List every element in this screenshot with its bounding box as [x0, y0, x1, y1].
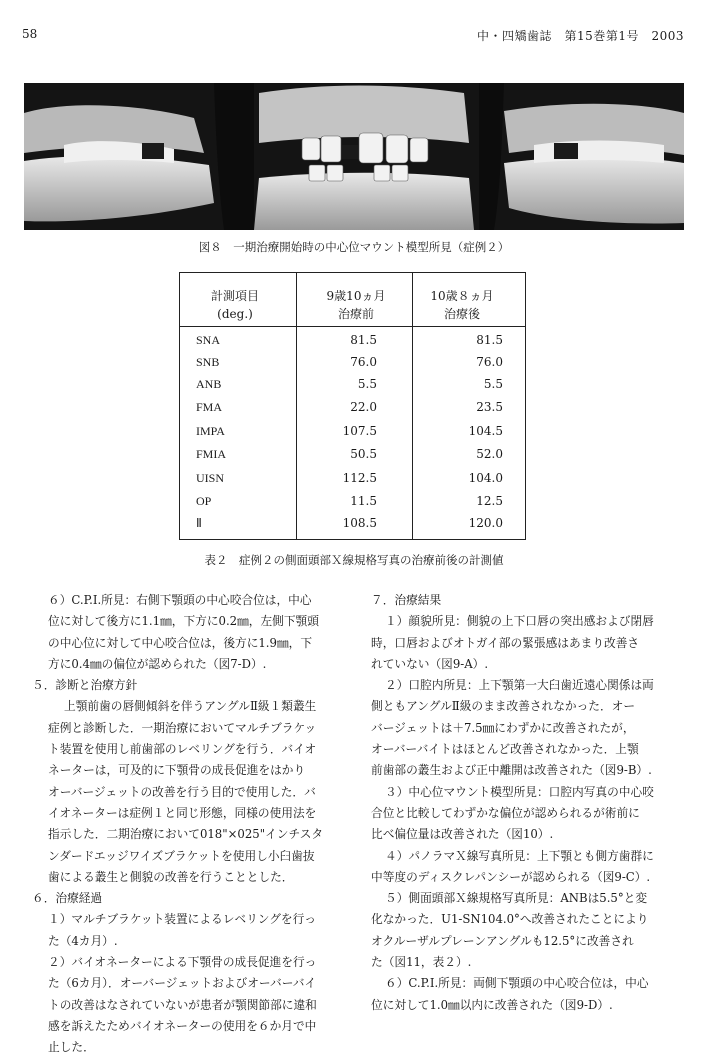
text-line: 感を訴えたためバイオネーターの使用を６か月で中	[48, 1018, 317, 1033]
text-line: 止した．	[48, 1040, 95, 1055]
journal-header: 中・四矯歯誌 第15巻第1号 2003	[477, 29, 684, 43]
text-line: ４）パノラマＸ線写真所見：上下顎とも側方歯群に	[385, 848, 654, 863]
left-text-column	[32, 590, 344, 1059]
table-row: IMPA 107.5 104.5	[196, 424, 503, 438]
table-row: Ⅱ 108.5 120.0	[196, 516, 503, 530]
table-row: ANB 5.5 5.5	[196, 377, 503, 391]
text-line: オーバージェットの改善を行う目的で使用した．バ	[48, 784, 316, 799]
text-line: の中心位に対して中心咬合位は，後方に1.9㎜，下	[48, 635, 313, 650]
text-line: トの改善はなされていないが患者が顎関節部に違和	[48, 997, 317, 1012]
text-line: オーバーバイトはほとんど改善されなかった．上顎	[371, 742, 639, 757]
text-line: れていない（図9-A）.	[371, 656, 489, 671]
text-line: 中等度のディスクレパンシーが認められる（図9-C）.	[371, 869, 651, 884]
text-line: バージェットは＋7.5㎜にわずかに改善されたが，	[371, 720, 635, 735]
text-line: 化なかった．U1-SN104.0°へ改善されたことにより	[371, 912, 649, 927]
text-line: 合位と比較してわずかな偏位が認められるが術前に	[371, 805, 640, 820]
text-line: た（図11，表２）.	[371, 955, 472, 970]
text-line: オクルーザルプレーンアングルも12.5°に改善され	[371, 933, 634, 948]
table-row: FMA 22.0 23.5	[196, 400, 503, 414]
text-line: 時，口唇およびオトガイ部の緊張感はあまり改善さ	[371, 635, 640, 650]
text-line: ５）側面頭部Ｘ線規格写真所見：ANBは5.5°と変	[385, 891, 648, 906]
header-divider	[180, 326, 525, 327]
table-caption: 表２ 症例２の側面頭部Ｘ線規格写真の治療前後の計測値	[204, 553, 504, 567]
text-line: 症例と診断した．一期治療においてマルチブラケッ	[48, 720, 317, 735]
text-line: た（4カ月）.	[48, 933, 118, 948]
text-line: イオネーターは症例１と同じ形態，同様の使用法を	[48, 805, 317, 820]
text-line: ６）C.P.I.所見：両側下顎頭の中心咬合位は，中心	[385, 976, 649, 991]
dental-model-photos	[24, 83, 684, 230]
header-before: 9歳10ヵ月 治療前	[326, 289, 386, 321]
section-heading: ７．治療結果	[371, 593, 442, 607]
text-line: ネーターは，可及的に下顎骨の成長促進をはかり	[48, 763, 306, 778]
right-text-column	[371, 590, 689, 1016]
page-number: 58	[22, 27, 38, 41]
section-heading: ６．治療経過	[32, 891, 103, 906]
text-line: ６）C.P.I.所見：右側下顎頭の中心咬合位は，中心	[48, 593, 312, 607]
text-line: 前歯部の叢生および正中離開は改善された（図9-B）.	[371, 763, 652, 778]
text-line: 指示した．二期治療において018"×025"インチスタ	[48, 827, 324, 842]
header-measurement: 計測項目 (deg.)	[210, 289, 259, 321]
text-line: 方に0.4㎜の偏位が認められた（図7-D）.	[48, 656, 267, 671]
header-after: 10歳８ヵ月 治療後	[430, 289, 494, 321]
text-line: １）マルチブラケット装置によるレベリングを行っ	[48, 912, 316, 927]
text-line: 位に対して1.0㎜以内に改善された（図9-D）.	[371, 997, 613, 1012]
text-line: １）顔貌所見：側貌の上下口唇の突出感および閉唇	[385, 614, 654, 629]
table-row: FMIA 50.5 52.0	[196, 447, 503, 461]
cephalometric-table	[179, 272, 526, 540]
text-line: ２）バイオネーターによる下顎骨の成長促進を行っ	[48, 955, 317, 970]
text-line: 位に対して後方に1.1㎜，下方に0.2㎜，左側下顎頭	[48, 614, 319, 629]
section-heading: ５．診断と治療方針	[32, 678, 138, 693]
table-row: SNA 81.5 81.5	[196, 333, 503, 347]
table-row: OP 11.5 12.5	[196, 494, 503, 508]
text-line: ３）中心位マウント模型所見：口腔内写真の中心咬	[385, 784, 654, 799]
text-line: 比べ偏位量は改善された（図10）.	[371, 827, 554, 842]
text-line: ト装置を使用し前歯部のレベリングを行う．バイオ	[48, 742, 317, 757]
text-line: ンダードエッジワイズブラケットを使用し小臼歯抜	[48, 848, 315, 863]
text-line: 上顎前歯の唇側傾斜を伴うアングルⅡ級１類叢生	[64, 699, 317, 714]
text-line: 側ともアングルⅡ級のまま改善されなかった．オー	[371, 699, 636, 714]
text-line: ２）口腔内所見：上下顎第一大臼歯近遠心関係は両	[385, 678, 654, 693]
text-line: た（6カ月）．オーバージェットおよびオーバーバイ	[48, 976, 317, 991]
table-row: UISN 112.5 104.0	[196, 471, 503, 485]
table-row: SNB 76.0 76.0	[196, 355, 503, 369]
figure-caption: 図８ 一期治療開始時の中心位マウント模型所見（症例２）	[198, 240, 510, 254]
text-line: 歯による叢生と側貌の改善を行うこととした．	[48, 869, 294, 884]
